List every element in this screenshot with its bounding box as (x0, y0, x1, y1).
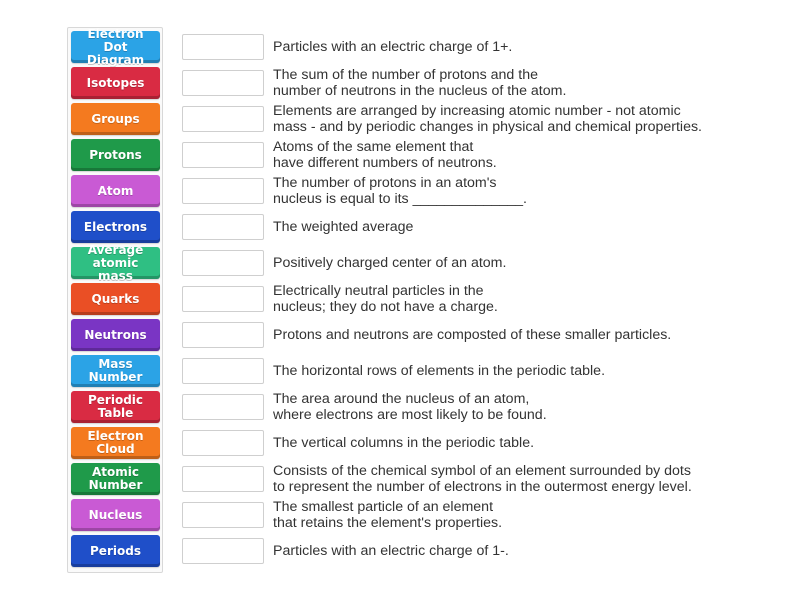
word-tile-label: Isotopes (86, 75, 145, 90)
word-tile[interactable] (71, 26, 160, 67)
answer-drop-box[interactable] (182, 358, 264, 384)
word-tile[interactable] (71, 319, 160, 351)
answer-drop-box[interactable] (182, 34, 264, 60)
word-tile-label: Electron Dot Diagram (86, 26, 145, 67)
word-tile[interactable] (71, 103, 160, 135)
word-tile[interactable] (71, 211, 160, 243)
clue-text: Consists of the chemical symbol of an element surrounded by dots to represent the number of electrons in the outermost energy level. (273, 463, 692, 495)
word-tile[interactable] (71, 283, 160, 315)
clue-text: The horizontal rows of elements in the periodic table. (273, 363, 606, 379)
word-tile-label: Periods (90, 543, 141, 558)
answer-drop-box[interactable] (182, 502, 264, 528)
word-tile-label: Neutrons (84, 327, 147, 342)
answer-drop-box[interactable] (182, 178, 264, 204)
word-tile[interactable] (71, 499, 160, 531)
word-tile-label: Nucleus (88, 507, 143, 522)
answer-drop-box[interactable] (182, 106, 264, 132)
answer-drop-box[interactable] (182, 142, 264, 168)
word-tile[interactable] (71, 535, 160, 567)
word-tile-label: Periodic Table (87, 393, 144, 420)
answer-drop-box[interactable] (182, 70, 264, 96)
word-tile[interactable] (71, 391, 160, 423)
word-tile[interactable] (71, 67, 160, 99)
answer-drop-box[interactable] (182, 466, 264, 492)
word-tile-label: Groups (91, 111, 140, 126)
answer-drop-box[interactable] (182, 430, 264, 456)
clue-text: Positively charged center of an atom. (273, 255, 507, 271)
answer-drop-box[interactable] (182, 394, 264, 420)
word-tile-label: Quarks (91, 291, 140, 306)
word-tile[interactable] (71, 427, 160, 459)
word-tile[interactable] (71, 355, 160, 387)
answer-drop-box[interactable] (182, 322, 264, 348)
clue-text: Elements are arranged by increasing atomic number - not atomic mass - and by periodic changes in physical and chemical properties. (273, 103, 702, 135)
answer-drop-box[interactable] (182, 286, 264, 312)
word-tile[interactable] (71, 242, 160, 283)
word-tile[interactable] (71, 175, 160, 207)
clue-text: The area around the nucleus of an atom, where electrons are most likely to be found. (273, 391, 547, 423)
clue-text: The sum of the number of protons and the number of neutrons in the nucleus of the atom. (273, 67, 567, 99)
clue-text: The number of protons in an atom's nucleus is equal to its ______________. (273, 175, 527, 207)
word-tile[interactable] (71, 139, 160, 171)
word-tile-label: Atom (97, 183, 134, 198)
answer-drop-box[interactable] (182, 250, 264, 276)
word-tile-label: Protons (89, 147, 142, 162)
clue-text: The vertical columns in the periodic table. (273, 435, 535, 451)
clue-text: Atoms of the same element that have different numbers of neutrons. (273, 139, 497, 171)
clue-text: Particles with an electric charge of 1-. (273, 543, 509, 559)
clue-text: Electrically neutral particles in the nucleus; they do not have a charge. (273, 283, 498, 315)
word-tile-label: Electrons (83, 219, 148, 234)
word-tile-label: Atomic Number (88, 465, 143, 492)
word-tile[interactable] (71, 463, 160, 495)
clue-text: Particles with an electric charge of 1+. (273, 39, 513, 55)
word-tile-label: Mass Number (88, 357, 143, 384)
answer-drop-box[interactable] (182, 214, 264, 240)
clue-text: The smallest particle of an element that retains the element's properties. (273, 499, 503, 531)
answer-drop-box[interactable] (182, 538, 264, 564)
clue-text: The weighted average (273, 219, 414, 235)
clue-text: Protons and neutrons are composted of these smaller particles. (273, 327, 672, 343)
word-tile-label: Average atomic mass (87, 242, 144, 283)
word-tile-label: Electron Cloud (87, 429, 144, 456)
